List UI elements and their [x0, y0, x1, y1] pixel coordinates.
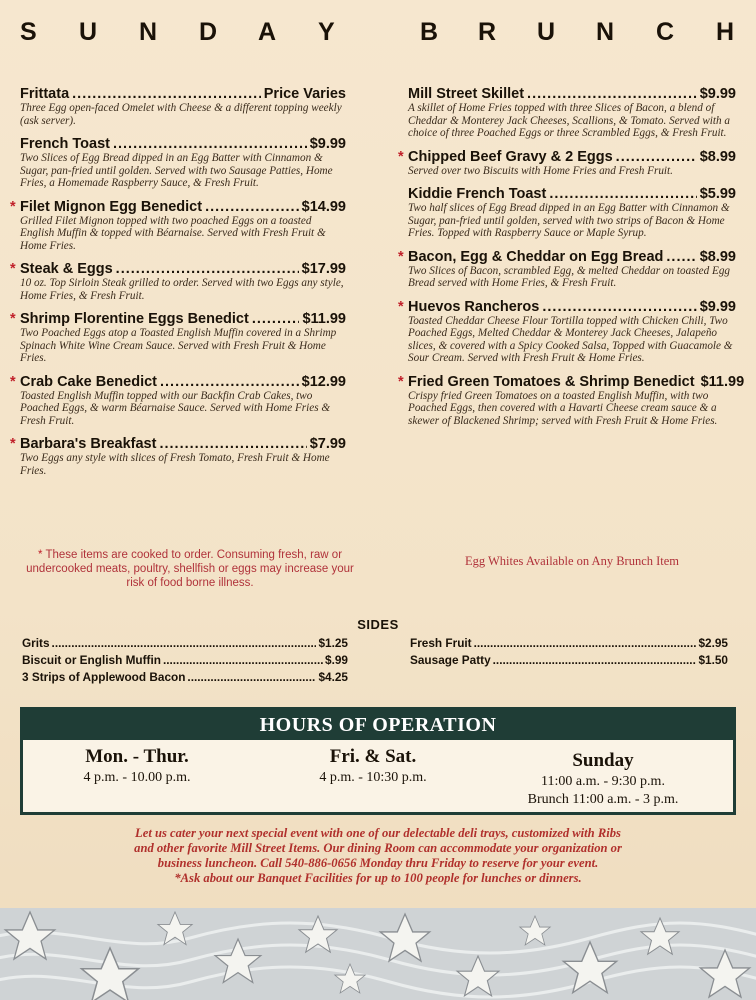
leader-dots	[113, 136, 307, 152]
side-name: Sausage Patty	[410, 653, 491, 667]
item-description: Two Eggs any style with slices of Fresh Tomato, Fresh Fruit & Home Fries.	[20, 452, 330, 477]
side-item	[22, 635, 348, 652]
menu-column-right	[398, 86, 745, 436]
item-name: Bacon, Egg & Cheddar on Egg Bread	[408, 248, 664, 265]
side-item	[22, 652, 348, 669]
item-price: $9.99	[309, 136, 346, 152]
side-price: $4.25	[318, 670, 348, 684]
item-star: *	[10, 436, 16, 452]
star-icon	[335, 964, 365, 993]
side-price: $2.95	[698, 636, 728, 650]
leader-dots	[549, 186, 696, 202]
item-star: *	[10, 311, 16, 327]
leader-dots	[72, 86, 261, 102]
leader-dots	[527, 86, 697, 102]
hours-time: Brunch 11:00 a.m. - 3 p.m.	[527, 792, 679, 807]
menu-item	[10, 86, 346, 127]
item-star: *	[398, 373, 404, 390]
menu-item	[398, 373, 745, 428]
notice-star: *	[37, 549, 43, 561]
menu-item	[398, 249, 736, 290]
item-description: Toasted English Muffin topped with our Backfin Crab Cakes, two Poached Eggs, & warm Béarnaise Sauce. Served with Home Fries & Fresh Fruit.	[20, 389, 331, 427]
side-name: Grits	[22, 636, 50, 650]
hours-sunday	[493, 750, 713, 808]
item-name: Barbara's Breakfast	[20, 436, 157, 452]
title-letter: H	[716, 18, 735, 46]
item-price: Price Varies	[263, 86, 346, 102]
item-price: $5.99	[699, 186, 736, 202]
item-description: Two Slices of Bacon, scrambled Egg, & melted Cheddar on toasted Egg Bread served with Home Fries, & Fresh Fruit.	[408, 264, 731, 289]
title-letter: C	[656, 18, 675, 46]
catering-line: *Ask about our Banquet Facilities for up to 100 people for lunches or dinners.	[174, 871, 582, 885]
catering-line: business luncheon. Call 540-886-0656 Monday thru Friday to reserve for your event.	[157, 856, 599, 870]
leader-dots	[52, 635, 317, 652]
item-price: $8.99	[699, 148, 736, 165]
star-icon	[380, 914, 429, 961]
star-icon	[700, 950, 749, 997]
item-name: Huevos Rancheros	[408, 298, 540, 315]
hours-heading: HOURS OF OPERATION	[23, 710, 733, 740]
catering-notice	[18, 826, 738, 886]
leader-dots	[160, 374, 299, 390]
leader-dots	[187, 669, 316, 686]
side-item	[410, 652, 728, 669]
hours-fri-sat	[273, 746, 473, 786]
item-price: $7.99	[309, 436, 346, 452]
menu-item	[398, 299, 736, 365]
item-price: $9.99	[699, 86, 736, 102]
food-safety-notice	[20, 548, 360, 590]
leader-dots	[666, 249, 696, 265]
side-name: Biscuit or English Muffin	[22, 653, 161, 667]
star-icon	[520, 916, 550, 945]
item-star: *	[398, 248, 404, 265]
title-letter: D	[199, 18, 218, 46]
item-price: $8.99	[699, 248, 736, 265]
sides-column-right	[410, 635, 728, 669]
title-letter: A	[258, 18, 277, 46]
title-letter: U	[79, 18, 98, 46]
sides-heading: SIDES	[357, 617, 399, 632]
item-description: Grilled Filet Mignon topped with two poached Eggs on a toasted English Muffin & topped with Béarnaise. Served with Fresh Fruit & Home Fries.	[20, 214, 326, 252]
item-description: Two Poached Eggs atop a Toasted English Muffin covered in a Shrimp Spinach White Wine Cream Sauce. Served with Fresh Fruit & Home Fries.	[20, 327, 337, 364]
item-name: Chipped Beef Gravy & 2 Eggs	[408, 148, 613, 165]
item-name: Shrimp Florentine Eggs Benedict	[20, 311, 249, 327]
item-name: French Toast	[20, 136, 110, 152]
item-star: *	[10, 373, 16, 390]
item-description: Two Slices of Egg Bread dipped in an Egg Batter with Cinnamon & Sugar, pan-fried until golden. Served with two Sausage Patties, Home Fries, a Homemade Raspberry Sauce, & Fresh Fruit.	[20, 152, 333, 189]
menu-item	[398, 86, 736, 140]
menu-item	[10, 136, 346, 190]
hours-day: Mon. - Thur.	[85, 746, 189, 767]
menu-item	[10, 199, 346, 253]
star-icon	[82, 948, 139, 1000]
leader-dots	[116, 261, 299, 277]
item-price: $9.99	[699, 298, 736, 315]
leader-dots	[163, 652, 323, 669]
item-star: *	[398, 148, 404, 165]
item-description: Crispy fried Green Tomatoes on a toasted English Muffin, with two Poached Eggs, then covered with a Havarti Cheese cream sauce & a skewer of Blackened Shrimp; served with Fresh Fruit & Home Fries.	[408, 389, 718, 427]
star-icon	[5, 912, 54, 959]
title-letter: N	[596, 18, 615, 46]
item-description: Three Egg open-faced Omelet with Cheese & a different topping weekly (ask server).	[20, 102, 342, 127]
catering-line: and other favorite Mill Street Items. Our dining Room can accommodate your organization or	[134, 841, 622, 855]
item-price: $17.99	[301, 261, 346, 277]
catering-line: Let us cater your next special event with one of our delectable deli trays, customized with Ribs	[135, 826, 621, 840]
item-description: A skillet of Home Fries topped with three Slices of Bacon, a blend of Cheddar & Monterey Jack Cheeses, Scallions, & Tomato. Served with a choice of three Poached Eggs or three Scrambled Eggs, & Fresh Fruit.	[408, 102, 731, 139]
side-name: 3 Strips of Applewood Bacon	[22, 670, 186, 684]
leader-dots	[474, 635, 697, 652]
side-price: $1.50	[698, 653, 728, 667]
item-star: *	[10, 198, 16, 215]
item-name: Frittata	[20, 86, 70, 102]
egg-whites-notice: Egg Whites Available on Any Brunch Item	[464, 554, 680, 568]
side-item	[410, 635, 728, 652]
leader-dots	[616, 149, 697, 165]
star-icon	[457, 956, 499, 996]
menu-item	[10, 261, 346, 302]
title-letter: S	[20, 18, 37, 46]
menu-column-left	[10, 86, 346, 486]
hours-day: Fri. & Sat.	[329, 746, 417, 767]
decorative-stars-band	[0, 908, 756, 1000]
side-price: $.99	[325, 653, 348, 667]
menu-title	[0, 18, 756, 54]
item-name: Kiddie French Toast	[408, 186, 547, 202]
title-letter: U	[537, 18, 556, 46]
leader-dots	[542, 299, 696, 315]
notice-text: These items are cooked to order. Consuming fresh, raw or undercooked meats, poultry, shellfish or eggs may increase your risk of food borne illness.	[26, 549, 354, 589]
item-star: *	[398, 298, 404, 315]
menu-item	[398, 186, 736, 240]
title-letter: Y	[318, 18, 335, 46]
item-description: Toasted Cheddar Cheese Flour Tortilla topped with Chicken Chili, Two Poached Eggs, Melted Cheddar & Monterey Jack Cheeses, Jalapeño slices, & covered with a Spicy Cooked Salsa, Topped with Guacamole & Sour Cream. Served with Fresh Fruit & Home Fries.	[408, 314, 733, 364]
menu-item	[398, 149, 736, 178]
leader-dots	[159, 436, 306, 452]
side-item	[22, 669, 348, 686]
hours-day: Sunday	[572, 750, 634, 771]
sides-column-left	[22, 635, 348, 686]
title-letter: N	[139, 18, 158, 46]
leader-dots	[493, 652, 697, 669]
item-name: Filet Mignon Egg Benedict	[20, 198, 203, 215]
item-star: *	[10, 261, 16, 277]
item-description: 10 oz. Top Sirloin Steak grilled to order. Served with two Eggs any style, Home Fries, & Fresh Fruit.	[20, 277, 344, 302]
item-description: Served over two Biscuits with Home Fries and Fresh Fruit.	[408, 164, 673, 177]
item-price: $11.99	[700, 373, 745, 390]
item-name: Fried Green Tomatoes & Shrimp Benedict	[408, 373, 695, 390]
item-name: Crab Cake Benedict	[20, 373, 157, 390]
hours-time: 11:00 a.m. - 9:30 p.m.	[541, 774, 665, 789]
item-description: Two half slices of Egg Bread dipped in an Egg Batter with Cinnamon & Sugar, pan-fried until golden, served with two strips of Bacon & Home Fries. Topped with Raspberry Sauce or Maple Syrup.	[408, 202, 730, 239]
leader-dots	[205, 199, 299, 215]
side-price: $1.25	[318, 636, 348, 650]
title-letter: R	[478, 18, 497, 46]
menu-item	[10, 311, 346, 365]
hours-of-operation	[20, 707, 736, 815]
menu-item	[10, 436, 346, 477]
item-price: $14.99	[301, 198, 346, 215]
side-name: Fresh Fruit	[410, 636, 472, 650]
item-name: Steak & Eggs	[20, 261, 113, 277]
item-name: Mill Street Skillet	[408, 86, 525, 102]
stars-pattern	[0, 908, 756, 1000]
star-icon	[215, 939, 261, 982]
hours-mon-thur	[37, 746, 237, 786]
title-letter: B	[420, 18, 439, 46]
star-icon	[563, 942, 616, 993]
leader-dots	[252, 311, 300, 327]
hours-time: 4 p.m. - 10.00 p.m.	[83, 770, 191, 785]
item-price: $12.99	[301, 373, 346, 390]
item-price: $11.99	[302, 311, 346, 327]
hours-time: 4 p.m. - 10:30 p.m.	[319, 770, 427, 785]
menu-item	[10, 374, 346, 428]
